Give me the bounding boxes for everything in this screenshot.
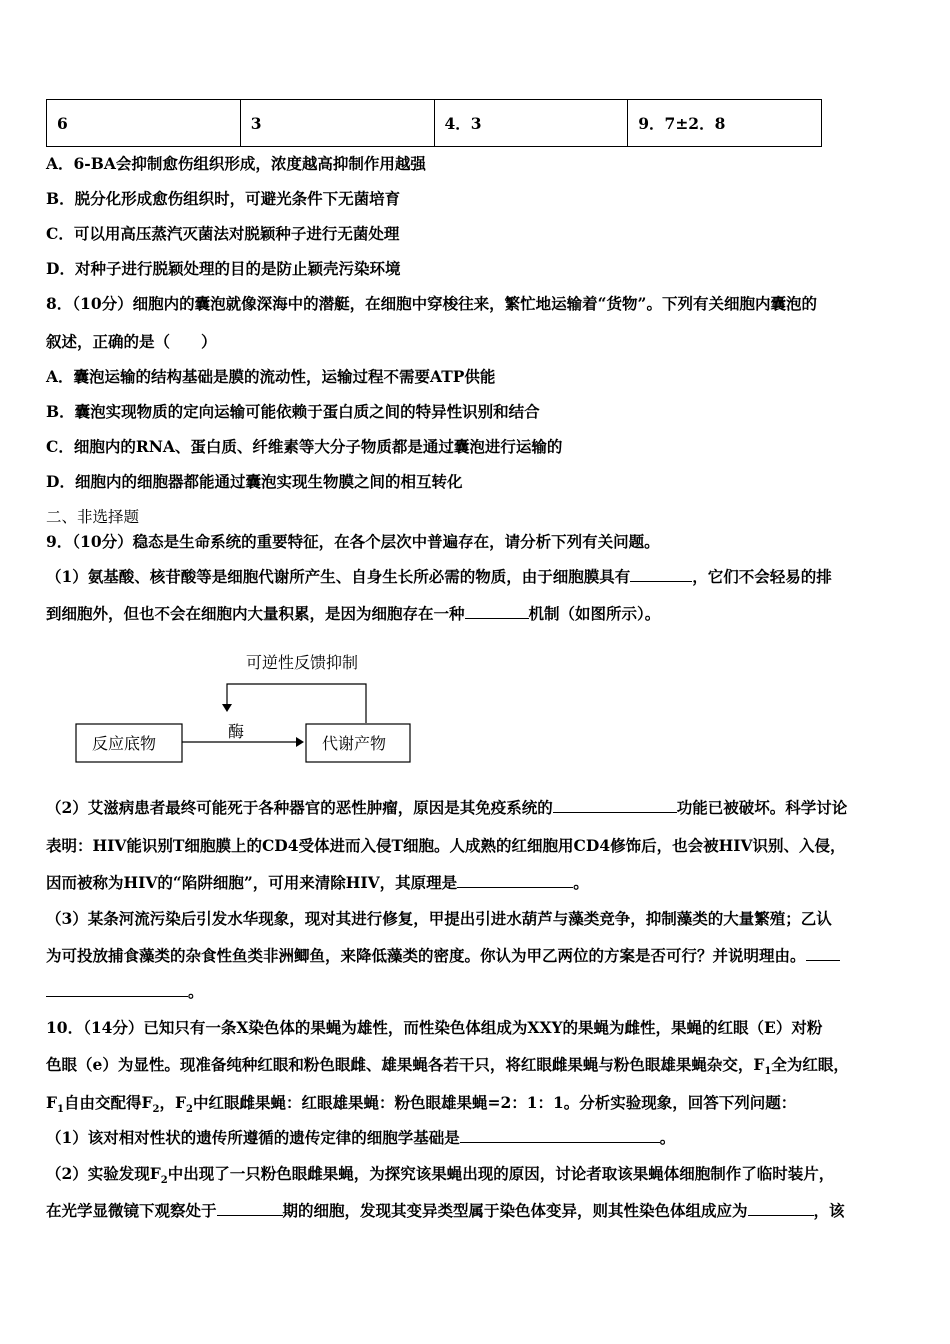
- q8-option-a: A．囊泡运输的结构基础是膜的流动性，运输过程不需要ATP供能: [46, 367, 496, 386]
- table-cell: 4．3: [434, 100, 628, 147]
- q10-line1: 10．（14分）已知只有一条X染色体的果蝇为雄性，而性染色体组成为XXY的果蝇为雌性，果蝇的红眼（E）对粉: [46, 1018, 823, 1037]
- q10-part1: [46, 1126, 675, 1148]
- q10-part2-line1: [46, 1162, 834, 1186]
- text: 中红眼雌果蝇：红眼雄果蝇：粉色眼雄果蝇=2：1：1。分析实验现象，回答下列问题：: [192, 1093, 797, 1112]
- table-row: [47, 100, 822, 147]
- answer-blank: [217, 1201, 283, 1216]
- q8-option-d: D．细胞内的细胞器都能通过囊泡实现生物膜之间的相互转化: [46, 472, 463, 491]
- text: 。: [659, 1128, 676, 1147]
- text: 期的细胞，发现其变异类型属于染色体变异，则其性染色体组成应为: [282, 1201, 748, 1220]
- q9-part3-line1: （3）某条河流污染后引发水华现象，现对其进行修复，甲提出引进水葫芦与藻类竞争，抑制藻类的大量繁殖；乙认: [46, 909, 832, 928]
- subscript: 1: [764, 1066, 772, 1078]
- data-table: [46, 99, 822, 147]
- answer-blank: [460, 1128, 660, 1143]
- section-heading: 二、非选择题: [46, 508, 140, 526]
- q8-option-b: B．囊泡实现物质的定向运输可能依赖于蛋白质之间的特异性识别和结合: [46, 402, 540, 421]
- text: （1）该对相对性状的遗传所遵循的遗传定律的细胞学基础是: [46, 1128, 460, 1147]
- text: （2）实验发现F: [46, 1164, 161, 1183]
- q9-stem: 9．（10分）稳态是生命系统的重要特征，在各个层次中普遍存在，请分析下列有关问题。: [46, 532, 660, 551]
- q9-part3-line3: [46, 980, 204, 1002]
- text: 色眼（e）为显性。现准备纯种红眼和粉色眼雌、雄果蝇各若干只，将红眼雌果蝇与粉色眼雄果蝇杂交，F: [46, 1055, 765, 1074]
- enzyme-label: 酶: [228, 722, 245, 741]
- feedback-arrow: [227, 684, 366, 723]
- q9-part2-line1: [46, 796, 847, 818]
- q9-part1-line2: [46, 602, 660, 624]
- substrate-label: 反应底物: [92, 734, 157, 753]
- text: 自由交配得F: [63, 1093, 153, 1112]
- text: 机制（如图所示）。: [528, 604, 661, 623]
- text: （1）氨基酸、核苷酸等是细胞代谢所产生、自身生长所必需的物质，由于细胞膜具有: [46, 567, 631, 586]
- table-cell: 6: [47, 100, 241, 147]
- text: F: [46, 1093, 58, 1112]
- subscript: 2: [185, 1104, 193, 1116]
- subscript: 2: [152, 1104, 160, 1116]
- table-cell: 9．7±2．8: [628, 100, 822, 147]
- q8-stem-line2: 叙述，正确的是（ ）: [46, 332, 217, 351]
- text: 在光学显微镜下观察处于: [46, 1201, 217, 1220]
- feedback-inhibition-diagram: [70, 648, 420, 768]
- text: 全为红眼，: [771, 1055, 849, 1074]
- text: ，该: [813, 1201, 845, 1220]
- text: ，F: [159, 1093, 186, 1112]
- q9-part2-line2: 表明：HIV能识别T细胞膜上的CD4受体进而入侵T细胞。人成熟的红细胞用CD4修饰后，也会被HIV识别、入侵，: [46, 836, 846, 855]
- q10-line2: [46, 1053, 849, 1077]
- text: 。: [573, 873, 589, 892]
- q7-option-c: C．可以用高压蒸汽灭菌法对脱颖种子进行无菌处理: [46, 224, 400, 243]
- q9-part3-line2: [46, 944, 840, 966]
- text: 到细胞外，但也不会在细胞内大量积累，是因为细胞存在一种: [46, 604, 465, 623]
- answer-blank: [748, 1201, 814, 1216]
- answer-blank: [465, 604, 529, 619]
- text: 。: [188, 982, 204, 1001]
- q7-option-b: B．脱分化形成愈伤组织时，可避光条件下无菌培育: [46, 189, 401, 208]
- q9-part1-line1: [46, 565, 832, 587]
- subscript: 1: [57, 1104, 64, 1116]
- reaction-arrow-head: [296, 737, 304, 747]
- q7-option-a: A．6-BA会抑制愈伤组织形成，浓度越高抑制作用越强: [46, 154, 426, 173]
- q10-part2-line2: [46, 1199, 845, 1221]
- text: 功能已被破坏。科学讨论: [676, 798, 848, 817]
- text: 因而被称为HIV的“陷阱细胞”，可用来清除HIV，其原理是: [46, 873, 458, 892]
- answer-blank: [806, 946, 840, 961]
- q7-option-d: D．对种子进行脱颖处理的目的是防止颖壳污染环境: [46, 259, 401, 278]
- subscript: 2: [160, 1175, 168, 1187]
- feedback-label: 可逆性反馈抑制: [246, 653, 359, 672]
- answer-blank: [457, 873, 573, 888]
- answer-blank: [46, 982, 188, 997]
- product-label: 代谢产物: [322, 734, 387, 753]
- q8-option-c: C．细胞内的RNA、蛋白质、纤维素等大分子物质都是通过囊泡进行运输的: [46, 437, 563, 456]
- text: 为可投放捕食藻类的杂食性鱼类非洲鲫鱼，来降低藻类的密度。你认为甲乙两位的方案是否可行？并说明理由。: [46, 946, 806, 965]
- text: 中出现了一只粉色眼雌果蝇，为探究该果蝇出现的原因，讨论者取该果蝇体细胞制作了临时装片，: [167, 1164, 835, 1183]
- q9-part2-line3: [46, 871, 589, 893]
- answer-blank: [630, 567, 692, 582]
- q10-line3: [46, 1091, 796, 1115]
- text: ，它们不会轻易的排: [692, 567, 832, 586]
- text: （2）艾滋病患者最终可能死于各种器官的恶性肿瘤，原因是其免疫系统的: [46, 798, 553, 817]
- answer-blank: [553, 798, 677, 813]
- table-cell: 3: [240, 100, 434, 147]
- q8-stem-line1: 8．（10分）细胞内的囊泡就像深海中的潜艇，在细胞中穿梭往来，繁忙地运输着“货物”。下列有关细胞内囊泡的: [46, 294, 817, 313]
- feedback-arrow-head: [222, 704, 232, 712]
